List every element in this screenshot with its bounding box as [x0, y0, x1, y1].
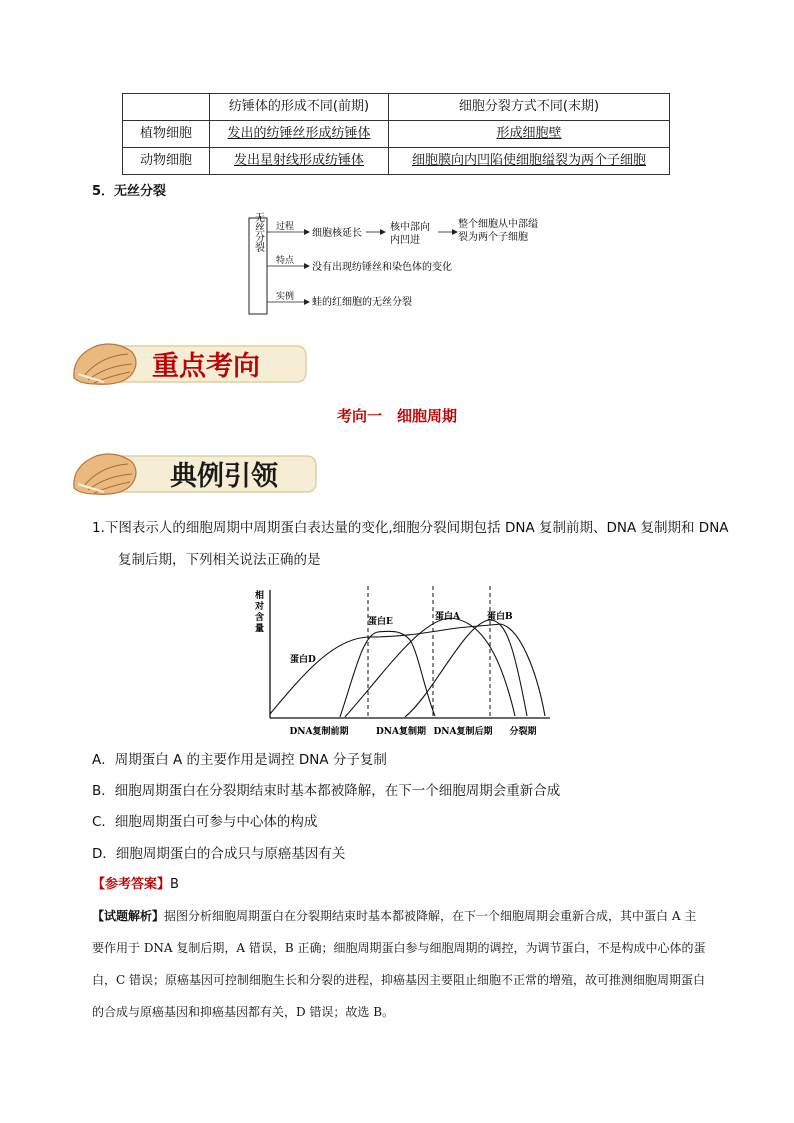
example-text: 蛙的红细胞的无丝分裂 — [312, 297, 412, 308]
explanation-label: 【试题解析】 — [92, 909, 165, 923]
option-b[interactable]: B．细胞周期蛋白在分裂期结束时基本都被降解，在下一个细胞周期会重新合成 — [92, 783, 561, 799]
series-line-protein-e — [340, 631, 435, 717]
process-step-1: 细胞核延长 — [312, 228, 362, 239]
x-tick-label: DNA复制前期 — [289, 727, 349, 737]
table-row-label: 动物细胞 — [123, 148, 210, 175]
table-cell: 发出星射线形成纺锤体 — [210, 148, 389, 175]
feature-text: 没有出现纺锤丝和染色体的变化 — [312, 262, 452, 273]
option-c[interactable]: C．细胞周期蛋白可参与中心体的构成 — [92, 814, 318, 830]
table-header-cell: 细胞分裂方式不同(末期) — [389, 94, 670, 121]
option-d[interactable]: D．细胞周期蛋白的合成只与原癌基因有关 — [92, 846, 346, 862]
table-cell: 细胞膜向内凹陷使细胞缢裂为两个子细胞 — [389, 148, 670, 175]
banner-key-directions — [70, 338, 310, 390]
question-line-1: 1.下图表示人的细胞周期中周期蛋白表达量的变化,细胞分裂间期包括 DNA 复制前期、DNA 复制期和 DNA — [92, 520, 729, 536]
x-tick-label: DNA复制后期 — [433, 727, 493, 737]
process-step-2-line2: 内凹进 — [390, 235, 420, 246]
banner-typical-examples — [70, 448, 320, 500]
table-cell: 发出的纺锤丝形成纺锤体 — [210, 121, 389, 148]
explanation — [92, 900, 708, 1028]
y-axis-label-char: 相 — [255, 591, 265, 601]
banner-title: 典例引领 — [170, 461, 278, 492]
series-label-protein-d: 蛋白D — [290, 655, 316, 665]
section-heading: 5．无丝分裂 — [92, 184, 167, 199]
explanation-text: 据图分析细胞周期蛋白在分裂期结束时基本都被降解，在下一个细胞周期会重新合成，其中蛋白 A 主要作用于 DNA 复制后期，A 错误，B 正确；细胞周期蛋白参与细胞周期的调控，为调节蛋白，不是构成中心体的蛋白，C 错误；原癌基因可控制细胞生长和分裂的进程，抑癌基因主要阻止细胞不正常的增殖，故可推测细胞周期蛋白的合成与原癌基因和抑癌基因都有关，D 错误；故选 B。 — [92, 909, 706, 1019]
protein-expression-chart — [245, 582, 555, 740]
question-line-2: 复制后期，下列相关说法正确的是 — [118, 552, 321, 568]
y-axis-label-char: 对 — [255, 602, 265, 612]
process-label: 过程 — [276, 222, 295, 232]
answer-label: 【参考答案】 — [92, 877, 171, 892]
y-axis-label-char: 量 — [255, 624, 265, 634]
table-cell: 形成细胞壁 — [389, 121, 670, 148]
reference-answer — [92, 873, 179, 892]
process-step-3-line2: 裂为两个子细胞 — [458, 232, 528, 243]
table-row — [123, 148, 670, 175]
table-header-cell: 纺锤体的形成不同(前期) — [210, 94, 389, 121]
table-header-row — [123, 94, 670, 121]
feature-label: 特点 — [276, 256, 295, 266]
conch-shell-icon — [74, 454, 136, 494]
diagram-box-label: 无丝分裂 — [252, 212, 264, 252]
table-row — [123, 121, 670, 148]
process-step-2-line1: 核中部向 — [390, 222, 430, 233]
series-line-protein-b — [405, 620, 527, 717]
process-step-3-line1: 整个细胞从中部缢 — [458, 219, 538, 230]
y-axis-label — [254, 589, 264, 634]
table-row-label: 植物细胞 — [123, 121, 210, 148]
answer-value: B — [170, 877, 179, 892]
series-label-protein-a: 蛋白A — [435, 612, 460, 622]
series-label-protein-e: 蛋白E — [368, 617, 393, 627]
amitosis-diagram — [240, 210, 570, 322]
table-header-cell — [123, 94, 210, 121]
comparison-table — [122, 93, 670, 175]
example-label: 实例 — [276, 292, 295, 302]
banner-title: 重点考向 — [152, 351, 260, 382]
y-axis-label-char: 含 — [255, 613, 265, 623]
conch-shell-icon — [74, 344, 136, 384]
x-tick-label: 分裂期 — [509, 727, 537, 737]
series-label-protein-b: 蛋白B — [487, 612, 513, 622]
x-tick-label: DNA复制期 — [375, 727, 427, 737]
option-a[interactable]: A．周期蛋白 A 的主要作用是调控 DNA 分子复制 — [92, 752, 387, 768]
section-subtitle: 考向一 细胞周期 — [336, 407, 457, 425]
